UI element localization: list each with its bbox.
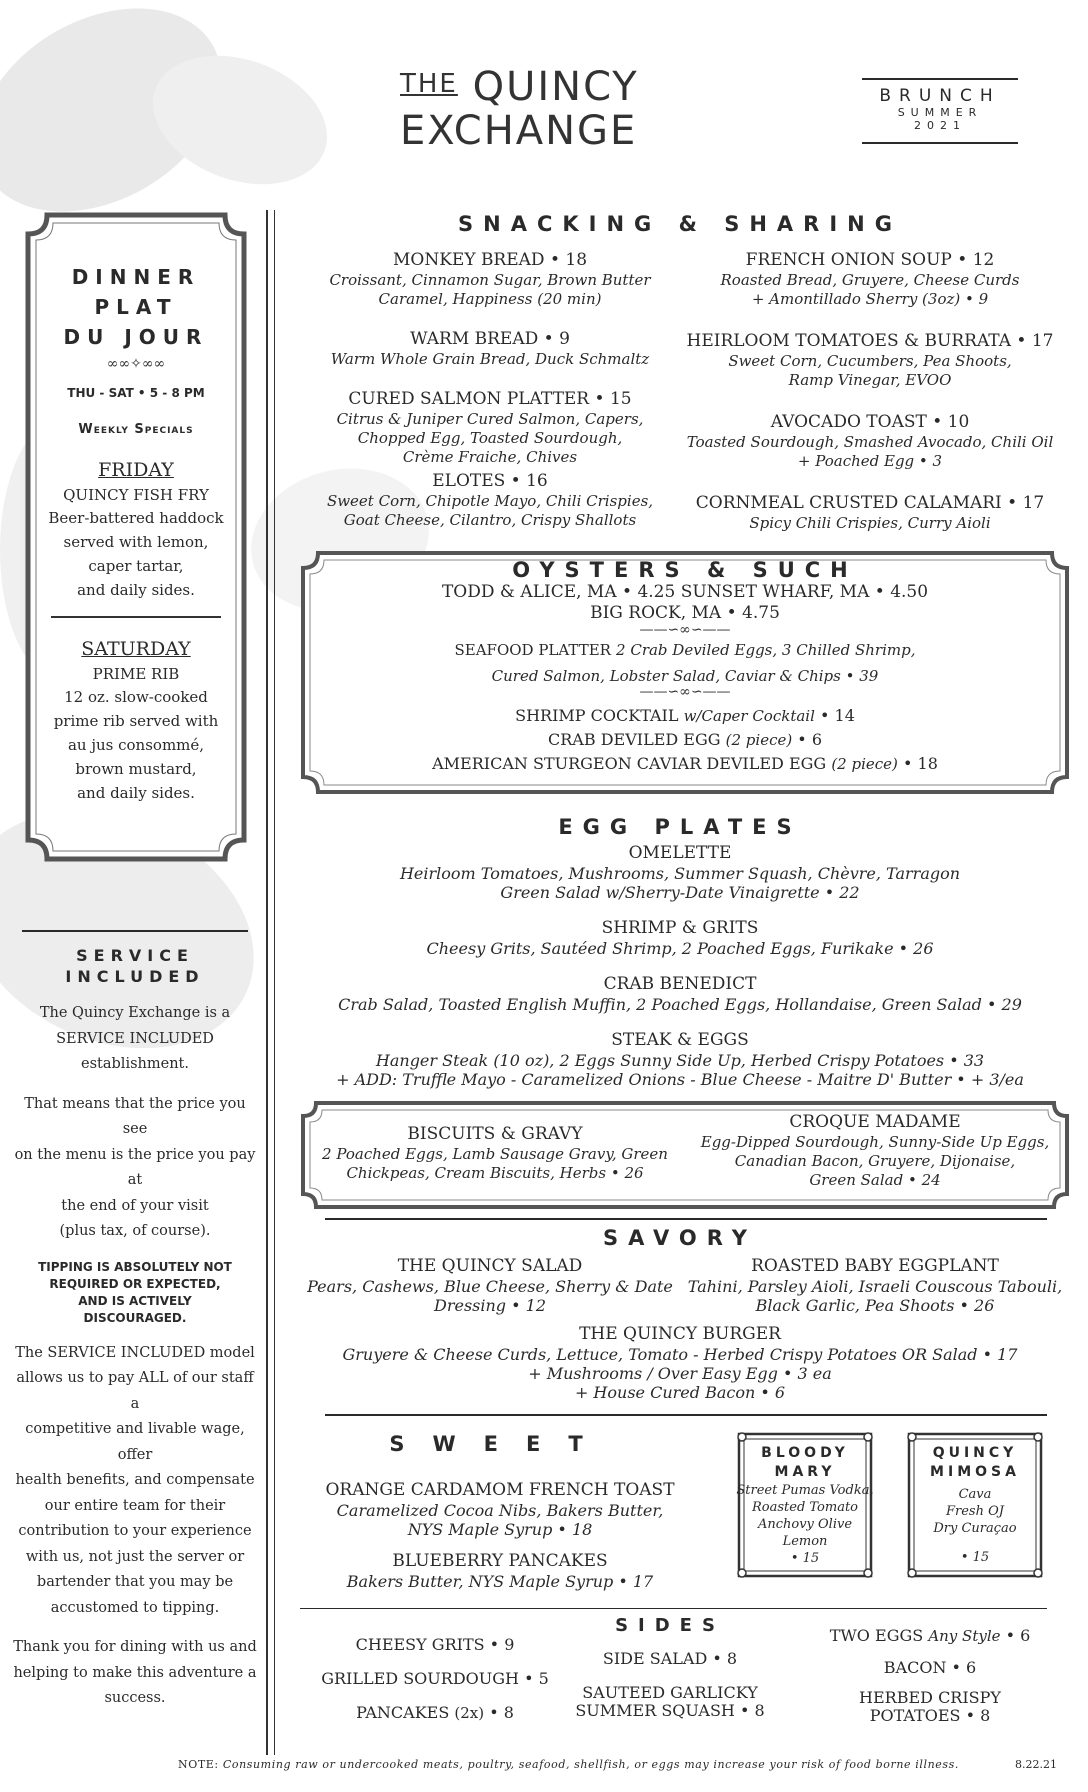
oysters-box: [300, 550, 1070, 795]
crab-benedict-desc-1: Crab Salad, Toasted English Muffin, 2 Poached Eggs, Hollandaise, Green Salad • 29: [338, 995, 1022, 1014]
footer-note: [178, 1758, 978, 1771]
burger-desc-1: Gruyere & Cheese Curds, Lettuce, Tomato - Herbed Crispy Potatoes OR Salad • 17: [342, 1345, 1018, 1364]
snacking-title: SNACKING & SHARING: [458, 212, 902, 236]
mimosa-desc-2: Fresh OJ: [946, 1504, 1004, 1519]
calamari-name: CORNMEAL CRUSTED CALAMARI • 17: [695, 493, 1045, 513]
two-eggs-desc: Any Style: [928, 1627, 1001, 1645]
saturday-desc-5: and daily sides.: [77, 784, 195, 802]
herbed-potatoes-1: HERBED CRISPY: [859, 1688, 1001, 1707]
steak-eggs-desc-1: Hanger Steak (10 oz), 2 Eggs Sunny Side Up, Herbed Crispy Potatoes • 33: [375, 1051, 985, 1070]
service-p3-3: competitive and livable wage, offer: [25, 1421, 245, 1463]
side-salad-name: SIDE SALAD: [602, 1649, 708, 1668]
snacking-left-column: [300, 250, 680, 530]
monkey-bread-desc-2: Caramel, Happiness (20 min): [378, 290, 602, 308]
oysters-line-1: TODD & ALICE, MA • 4.25 SUNSET WHARF, MA • 4.50: [441, 582, 929, 602]
caviar-egg-desc: (2 piece): [831, 755, 898, 773]
biscuits-gravy-desc-2: Chickpeas, Cream Biscuits, Herbs • 26: [346, 1164, 644, 1182]
french-toast-desc-2: NYS Maple Syrup • 18: [407, 1520, 593, 1539]
saturday-desc-4: brown mustard,: [75, 760, 197, 778]
crab-benedict-name: CRAB BENEDICT: [603, 974, 757, 994]
service-p2-2: on the menu is the price you pay at: [14, 1146, 256, 1188]
avocado-toast-desc-1: Toasted Sourdough, Smashed Avocado, Chili Oil: [686, 433, 1054, 451]
pancakes-side-desc: (2x): [454, 1704, 485, 1722]
bloody-mary-desc-4: Lemon: [782, 1534, 828, 1549]
sides-left: [305, 1634, 565, 1724]
mimosa-price: • 15: [960, 1550, 990, 1565]
shrimp-grits-name: SHRIMP & GRITS: [601, 918, 759, 938]
service-p3-9: accustomed to tipping.: [50, 1599, 220, 1616]
croque-madame-desc-2: Canadian Bacon, Gruyere, Dijonaise,: [734, 1152, 1016, 1170]
biscuits-gravy-name: BISCUITS & GRAVY: [407, 1124, 583, 1144]
service-p3-7: with us, not just the server or: [25, 1548, 245, 1565]
shrimp-cocktail-desc: w/Caper Cocktail: [683, 707, 815, 725]
egg-plates-title: EGG PLATES: [558, 815, 802, 839]
savory-bottom-rule: [325, 1414, 1047, 1416]
saturday-desc-1: 12 oz. slow-cooked: [64, 688, 208, 706]
summer-squash-2: SUMMER SQUASH • 8: [575, 1701, 765, 1720]
tipping-2: REQUIRED OR EXPECTED,: [49, 1276, 221, 1291]
friday-desc-1: Beer-battered haddock: [48, 509, 224, 527]
saturday-desc-3: au jus consommé,: [67, 736, 205, 754]
shrimp-cocktail-name: SHRIMP COCKTAIL: [515, 706, 679, 725]
service-p3-5: our entire team for their: [44, 1497, 226, 1514]
savory-left: [300, 1256, 680, 1315]
service-p3-8: bartender that you may be: [36, 1574, 234, 1590]
seafood-platter-desc-2: Cured Salmon, Lobster Salad, Caviar & Chips • 39: [491, 667, 879, 685]
column-divider: [266, 210, 268, 1755]
heirloom-burrata-desc-2: Ramp Vinegar, EVOO: [788, 371, 952, 389]
brand-exchange: EXCHANGE: [400, 108, 638, 154]
mimosa-title-1: QUINCY: [932, 1445, 1018, 1461]
service-p3-1: The SERVICE INCLUDED model: [15, 1344, 255, 1361]
burger-desc-2: + Mushrooms / Over Easy Egg • 3 ea: [528, 1364, 832, 1383]
french-onion-soup-name: FRENCH ONION SOUP • 12: [745, 250, 995, 270]
blueberry-pancakes-name: BLUEBERRY PANCAKES: [392, 1551, 608, 1571]
friday-desc-2: served with lemon,: [63, 533, 209, 551]
dinner-plat-du-jour-box: [25, 212, 247, 862]
shrimp-grits-desc-1: Cheesy Grits, Sautéed Shrimp, 2 Poached Eggs, Furikake • 26: [426, 939, 934, 958]
quincy-burger: [290, 1324, 1070, 1402]
cured-salmon-desc-1: Citrus & Juniper Cured Salmon, Capers,: [336, 410, 644, 428]
sweet-section: [300, 1432, 700, 1591]
grilled-sourdough-name: GRILLED SOURDOUGH: [321, 1669, 519, 1688]
avocado-toast-name: AVOCADO TOAST • 10: [770, 412, 970, 432]
footer-note-label: NOTE:: [178, 1758, 219, 1771]
dinner-title-line3: DU JOUR: [63, 325, 209, 349]
seafood-platter-name: SEAFOOD PLATTER: [454, 641, 611, 659]
bloody-mary-title-1: BLOODY: [761, 1445, 849, 1461]
dinner-ornament: ∞∞✧∞∞: [106, 356, 166, 372]
bloody-mary-desc-1: Street Pumas Vodka,: [736, 1483, 874, 1498]
croque-madame-desc-1: Egg-Dipped Sourdough, Sunny-Side Up Eggs,: [700, 1133, 1050, 1151]
croque-madame-desc-3: Green Salad • 24: [809, 1171, 941, 1189]
bacon-name: BACON: [883, 1658, 947, 1677]
bloody-mary-title-2: MARY: [774, 1464, 836, 1480]
service-p2-4: (plus tax, of course).: [59, 1223, 211, 1239]
weekly-specials-label: Weekly Specials: [78, 422, 194, 437]
dinner-title-line2: PLAT: [94, 295, 178, 319]
bloody-mary-card: [735, 1430, 875, 1580]
savory-title: SAVORY: [603, 1226, 757, 1250]
mimosa-title-2: MIMOSA: [930, 1464, 1020, 1480]
quincy-salad-desc-1: Pears, Cashews, Blue Cheese, Sherry & Date: [307, 1277, 673, 1296]
french-toast-desc-1: Caramelized Cocoa Nibs, Bakers Butter,: [336, 1501, 664, 1520]
omelette-desc-2: Green Salad w/Sherry-Date Vinaigrette • 22: [500, 883, 860, 902]
service-p1-3: establishment.: [81, 1056, 189, 1072]
footer-note-text: Consuming raw or undercooked meats, poultry, seafood, shellfish, or eggs may increase your risk of food borne illness.: [222, 1758, 959, 1771]
eggplant-desc-2: Black Garlic, Pea Shoots • 26: [755, 1296, 995, 1315]
omelette-desc-1: Heirloom Tomatoes, Mushrooms, Summer Squash, Chèvre, Tarragon: [399, 864, 961, 883]
bacon-price: • 6: [951, 1658, 977, 1677]
dinner-title-line1: DINNER: [71, 265, 201, 289]
heirloom-burrata-name: HEIRLOOM TOMATOES & BURRATA • 17: [686, 331, 1054, 351]
quincy-salad-desc-2: Dressing • 12: [434, 1296, 546, 1315]
bloody-mary-desc-2: Roasted Tomato: [751, 1500, 859, 1515]
calamari-desc-1: Spicy Chili Crispies, Curry Aioli: [749, 514, 991, 532]
menu-badge-season: SUMMER: [897, 106, 983, 119]
sides-right: [810, 1625, 1050, 1725]
service-p2-1: That means that the price you see: [24, 1095, 246, 1137]
french-onion-soup-desc-1: Roasted Bread, Gruyere, Cheese Curds: [720, 271, 1020, 289]
service-p3-4: health benefits, and compensate: [15, 1472, 255, 1488]
herbed-potatoes-2: POTATOES • 8: [869, 1706, 991, 1725]
quincy-salad-name: THE QUINCY SALAD: [397, 1256, 583, 1276]
saturday-special-name: PRIME RIB: [92, 665, 180, 683]
heirloom-burrata-desc-1: Sweet Corn, Cucumbers, Pea Shoots,: [728, 352, 1012, 370]
sides-middle: [560, 1648, 780, 1720]
blueberry-pancakes-desc-1: Bakers Butter, NYS Maple Syrup • 17: [346, 1572, 654, 1591]
savory-top-rule: [325, 1218, 1047, 1220]
elotes-name: ELOTES • 16: [432, 471, 548, 491]
service-p4-1: Thank you for dining with us and: [13, 1639, 257, 1655]
warm-bread-name: WARM BREAD • 9: [410, 329, 570, 349]
footer-date: 8.22.21: [1015, 1758, 1057, 1771]
tipping-4: DISCOURAGED.: [83, 1310, 187, 1325]
menu-badge: [862, 78, 1018, 132]
service-p1-2: SERVICE INCLUDED: [56, 1030, 214, 1047]
cured-salmon-name: CURED SALMON PLATTER • 15: [348, 389, 632, 409]
brand-logo: [400, 62, 700, 153]
warm-bread-desc-1: Warm Whole Grain Bread, Duck Schmaltz: [330, 350, 650, 368]
caviar-egg-price: • 18: [902, 754, 938, 773]
service-p4-3: success.: [104, 1690, 166, 1706]
menu-badge-title: BRUNCH: [879, 86, 1001, 106]
service-p4-2: helping to make this adventure a: [13, 1664, 257, 1681]
elotes-desc-2: Goat Cheese, Cilantro, Crispy Shallots: [343, 511, 637, 529]
burger-name: THE QUINCY BURGER: [579, 1324, 781, 1344]
seafood-platter-desc-1: 2 Crab Deviled Eggs, 3 Chilled Shrimp,: [616, 641, 916, 659]
two-eggs-price: • 6: [1005, 1626, 1031, 1645]
cured-salmon-desc-2: Chopped Egg, Toasted Sourdough,: [357, 429, 623, 447]
crab-deviled-egg-name: CRAB DEVILED EGG: [548, 730, 721, 749]
oysters-title: OYSTERS & SUCH: [512, 558, 858, 582]
steak-eggs-name: STEAK & EGGS: [611, 1030, 749, 1050]
monkey-bread-desc-1: Croissant, Cinnamon Sugar, Brown Butter: [329, 271, 651, 289]
elotes-desc-1: Sweet Corn, Chipotle Mayo, Chili Crispies,: [326, 492, 654, 510]
burger-desc-3: + House Cured Bacon • 6: [574, 1383, 786, 1402]
dinner-hours: THU - SAT • 5 - 8 PM: [67, 386, 205, 400]
summer-squash-1: SAUTEED GARLICKY: [582, 1683, 758, 1702]
omelette-name: OMELETTE: [628, 843, 732, 863]
cheesy-grits-price: • 9: [489, 1635, 515, 1654]
crab-deviled-egg-desc: (2 piece): [725, 731, 793, 749]
tipping-3: AND IS ACTIVELY: [78, 1293, 192, 1308]
friday-desc-4: and daily sides.: [77, 581, 195, 599]
service-p3-2: allows us to pay ALL of our staff a: [16, 1370, 254, 1412]
french-onion-soup-desc-2: + Amontillado Sherry (3oz) • 9: [751, 290, 989, 308]
service-p3-6: contribution to your experience: [18, 1523, 252, 1539]
saturday-label: SATURDAY: [81, 638, 191, 660]
side-salad-price: • 8: [712, 1649, 738, 1668]
service-divider: [22, 930, 248, 932]
friday-desc-3: caper tartar,: [88, 557, 184, 575]
eggplant-name: ROASTED BABY EGGPLANT: [751, 1256, 999, 1276]
crab-deviled-egg-price: • 6: [797, 730, 822, 749]
caviar-egg-name: AMERICAN STURGEON CAVIAR DEVILED EGG: [432, 754, 827, 773]
cured-salmon-desc-3: Crème Fraiche, Chives: [402, 448, 578, 466]
mimosa-desc-3: Dry Curaçao: [933, 1521, 1017, 1536]
menu-badge-year: 2021: [914, 119, 966, 132]
service-title-1: SERVICE: [76, 946, 194, 965]
steak-eggs-desc-2: + ADD: Truffle Mayo - Caramelized Onions - Blue Cheese - Maitre D' Butter • + 3/ea: [336, 1070, 1024, 1089]
shrimp-cocktail-price: • 14: [819, 706, 855, 725]
dinner-box-divider: [51, 616, 221, 618]
croque-madame-name: CROQUE MADAME: [789, 1112, 961, 1132]
oysters-ornament-2: ——∽∞∽——: [639, 684, 731, 700]
snacking-right-column: [680, 250, 1060, 533]
biscuits-croque-box: [300, 1100, 1070, 1210]
avocado-toast-desc-2: + Poached Egg • 3: [797, 452, 943, 470]
service-p2-3: the end of your visit: [61, 1197, 209, 1214]
saturday-desc-2: prime rib served with: [53, 712, 219, 730]
grilled-sourdough-price: • 5: [524, 1669, 549, 1688]
savory-right: [680, 1256, 1070, 1315]
sides-title: SIDES: [615, 1615, 725, 1636]
french-toast-name: ORANGE CARDAMOM FRENCH TOAST: [325, 1480, 675, 1500]
sides-top-rule: [300, 1608, 1047, 1609]
service-p1-1: The Quincy Exchange is a: [39, 1005, 231, 1021]
pancakes-side-price: • 8: [489, 1703, 514, 1722]
friday-label: FRIDAY: [98, 459, 174, 481]
bloody-mary-desc-3: Anchovy Olive: [757, 1517, 853, 1532]
quincy-mimosa-card: [905, 1430, 1045, 1580]
cheesy-grits-name: CHEESY GRITS: [355, 1635, 485, 1654]
oysters-ornament-1: ——∽∞∽——: [639, 622, 731, 638]
biscuits-gravy-desc-1: 2 Poached Eggs, Lamb Sausage Gravy, Green: [322, 1145, 668, 1163]
column-divider-inner: [274, 210, 275, 1755]
monkey-bread-name: MONKEY BREAD • 18: [392, 250, 588, 270]
oysters-line-2: BIG ROCK, MA • 4.75: [590, 603, 780, 623]
friday-special-name: QUINCY FISH FRY: [63, 486, 209, 504]
egg-plates-section: [290, 815, 1070, 1089]
pancakes-side-name: PANCAKES: [356, 1703, 450, 1722]
two-eggs-name: TWO EGGS: [829, 1626, 924, 1645]
brand-the: THE: [400, 69, 458, 99]
service-included-section: [10, 945, 260, 1712]
bloody-mary-price: • 15: [790, 1551, 820, 1566]
service-title-2: INCLUDED: [65, 967, 205, 986]
sweet-title: SWEET: [389, 1432, 611, 1456]
brand-quincy: QUINCY: [472, 64, 639, 110]
mimosa-desc-1: Cava: [958, 1487, 992, 1502]
eggplant-desc-1: Tahini, Parsley Aioli, Israeli Couscous Tabouli,: [687, 1277, 1063, 1296]
tipping-1: TIPPING IS ABSOLUTELY NOT: [38, 1259, 232, 1274]
